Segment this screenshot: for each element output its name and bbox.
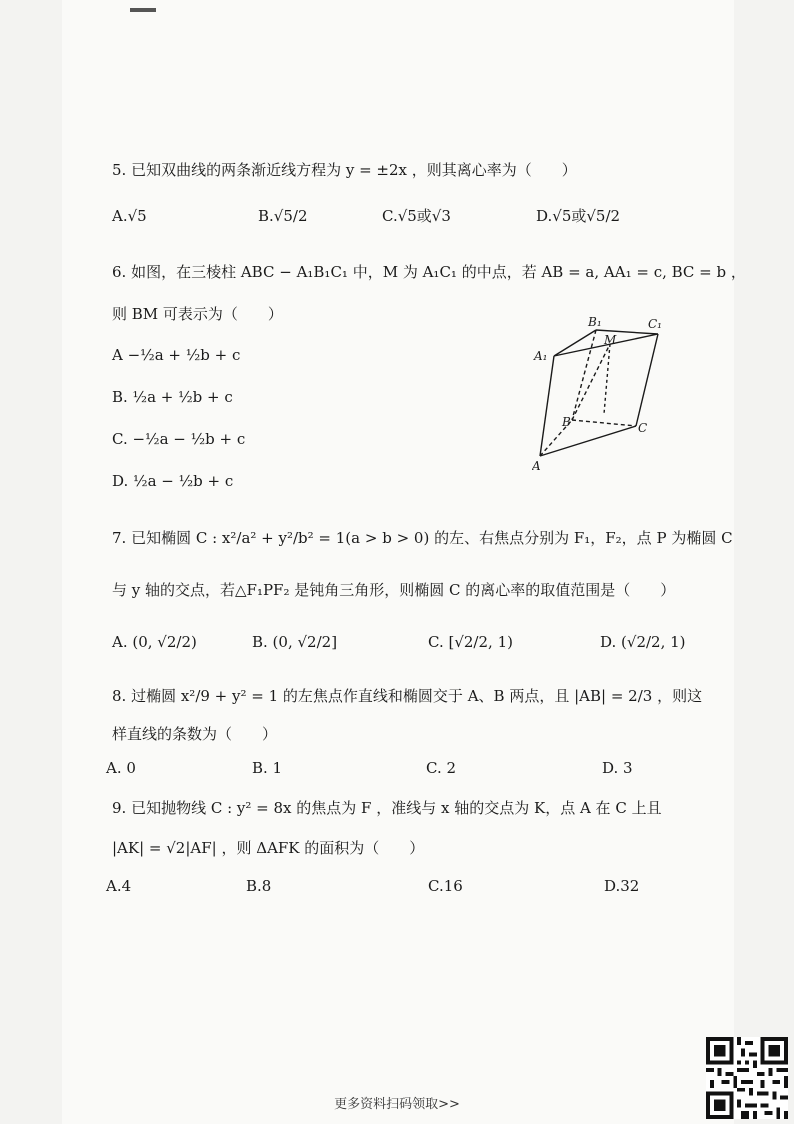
edge-c-c1 [636,334,658,426]
label-c: C [638,421,648,435]
q9-option-c: C.16 [428,877,463,895]
question-9-line2: |AK| = √2|AF| ，则 ΔAFK 的面积为（ ） [112,839,425,857]
edge-a-c [540,426,636,456]
question-6-line1: 6. 如图，在三棱柱 ABC − A₁B₁C₁ 中，M 为 A₁C₁ 的中点，若 AB = a, AA₁ = c, BC = b ， [112,263,746,281]
label-b: B [562,415,571,429]
edge-b-b1 [572,330,596,420]
prism-figure [532,314,662,474]
q8-option-c: C. 2 [426,759,457,777]
label-a1: A₁ [534,349,548,363]
q8-option-d: D. 3 [602,759,633,777]
edge-a-a1 [540,356,554,456]
question-8-line2: 样直线的条数为（ ） [112,725,278,743]
label-m: M [604,333,617,347]
label-c1: C₁ [648,317,662,331]
q9-option-d: D.32 [604,877,640,895]
q9-option-a: A.4 [106,877,132,895]
q7-option-b: B. (0, √2/2] [252,633,338,651]
q6-option-a: A −½a + ½b + c [112,346,241,364]
scan-mark [130,8,156,12]
q6-option-c: C. −½a − ½b + c [112,430,246,448]
segment-b-m [572,344,610,420]
question-7-line1: 7. 已知椭圆 C : x²/a² + y²/b² = 1(a > b > 0) 的左、右焦点分别为 F₁，F₂，点 P 为椭圆 C [112,529,733,547]
q7-option-a: A. (0, √2/2) [112,633,197,651]
question-8-line1: 8. 过椭圆 x²/9 + y² = 1 的左焦点作直线和椭圆交于 A、B 两点，且 |AB| = 2/3 ，则这 [112,687,703,705]
edge-b-c [572,420,636,426]
q6-option-d: D. ½a − ½b + c [112,472,234,490]
question-9-line1: 9. 已知抛物线 C : y² = 8x 的焦点为 F ，准线与 x 轴的交点为 K，点 A 在 C 上且 [112,799,662,817]
question-6-line2: 则 BM 可表示为（ ） [112,305,283,323]
q5-option-b: B.√5/2 [258,207,308,225]
q5-option-a: A.√5 [112,207,147,225]
q5-option-c: C.√5或√3 [382,207,451,225]
q5-option-d: D.√5或√5/2 [536,207,621,225]
label-b1: B₁ [588,315,602,329]
q9-option-b: B.8 [246,877,272,895]
q7-option-c: C. [√2/2, 1) [428,633,513,651]
q6-option-b: B. ½a + ½b + c [112,388,233,406]
q8-option-b: B. 1 [252,759,283,777]
label-a: A [532,459,541,473]
footer-note: 更多资料扫码领取>> [334,1097,460,1112]
q8-option-a: A. 0 [106,759,136,777]
question-5-stem: 5. 已知双曲线的两条渐近线方程为 y = ±2x ，则其离心率为（ ） [112,161,577,179]
q7-option-d: D. (√2/2, 1) [600,633,686,651]
question-7-line2: 与 y 轴的交点，若△F₁PF₂ 是钝角三角形，则椭圆 C 的离心率的取值范围是（ ） [112,581,676,599]
